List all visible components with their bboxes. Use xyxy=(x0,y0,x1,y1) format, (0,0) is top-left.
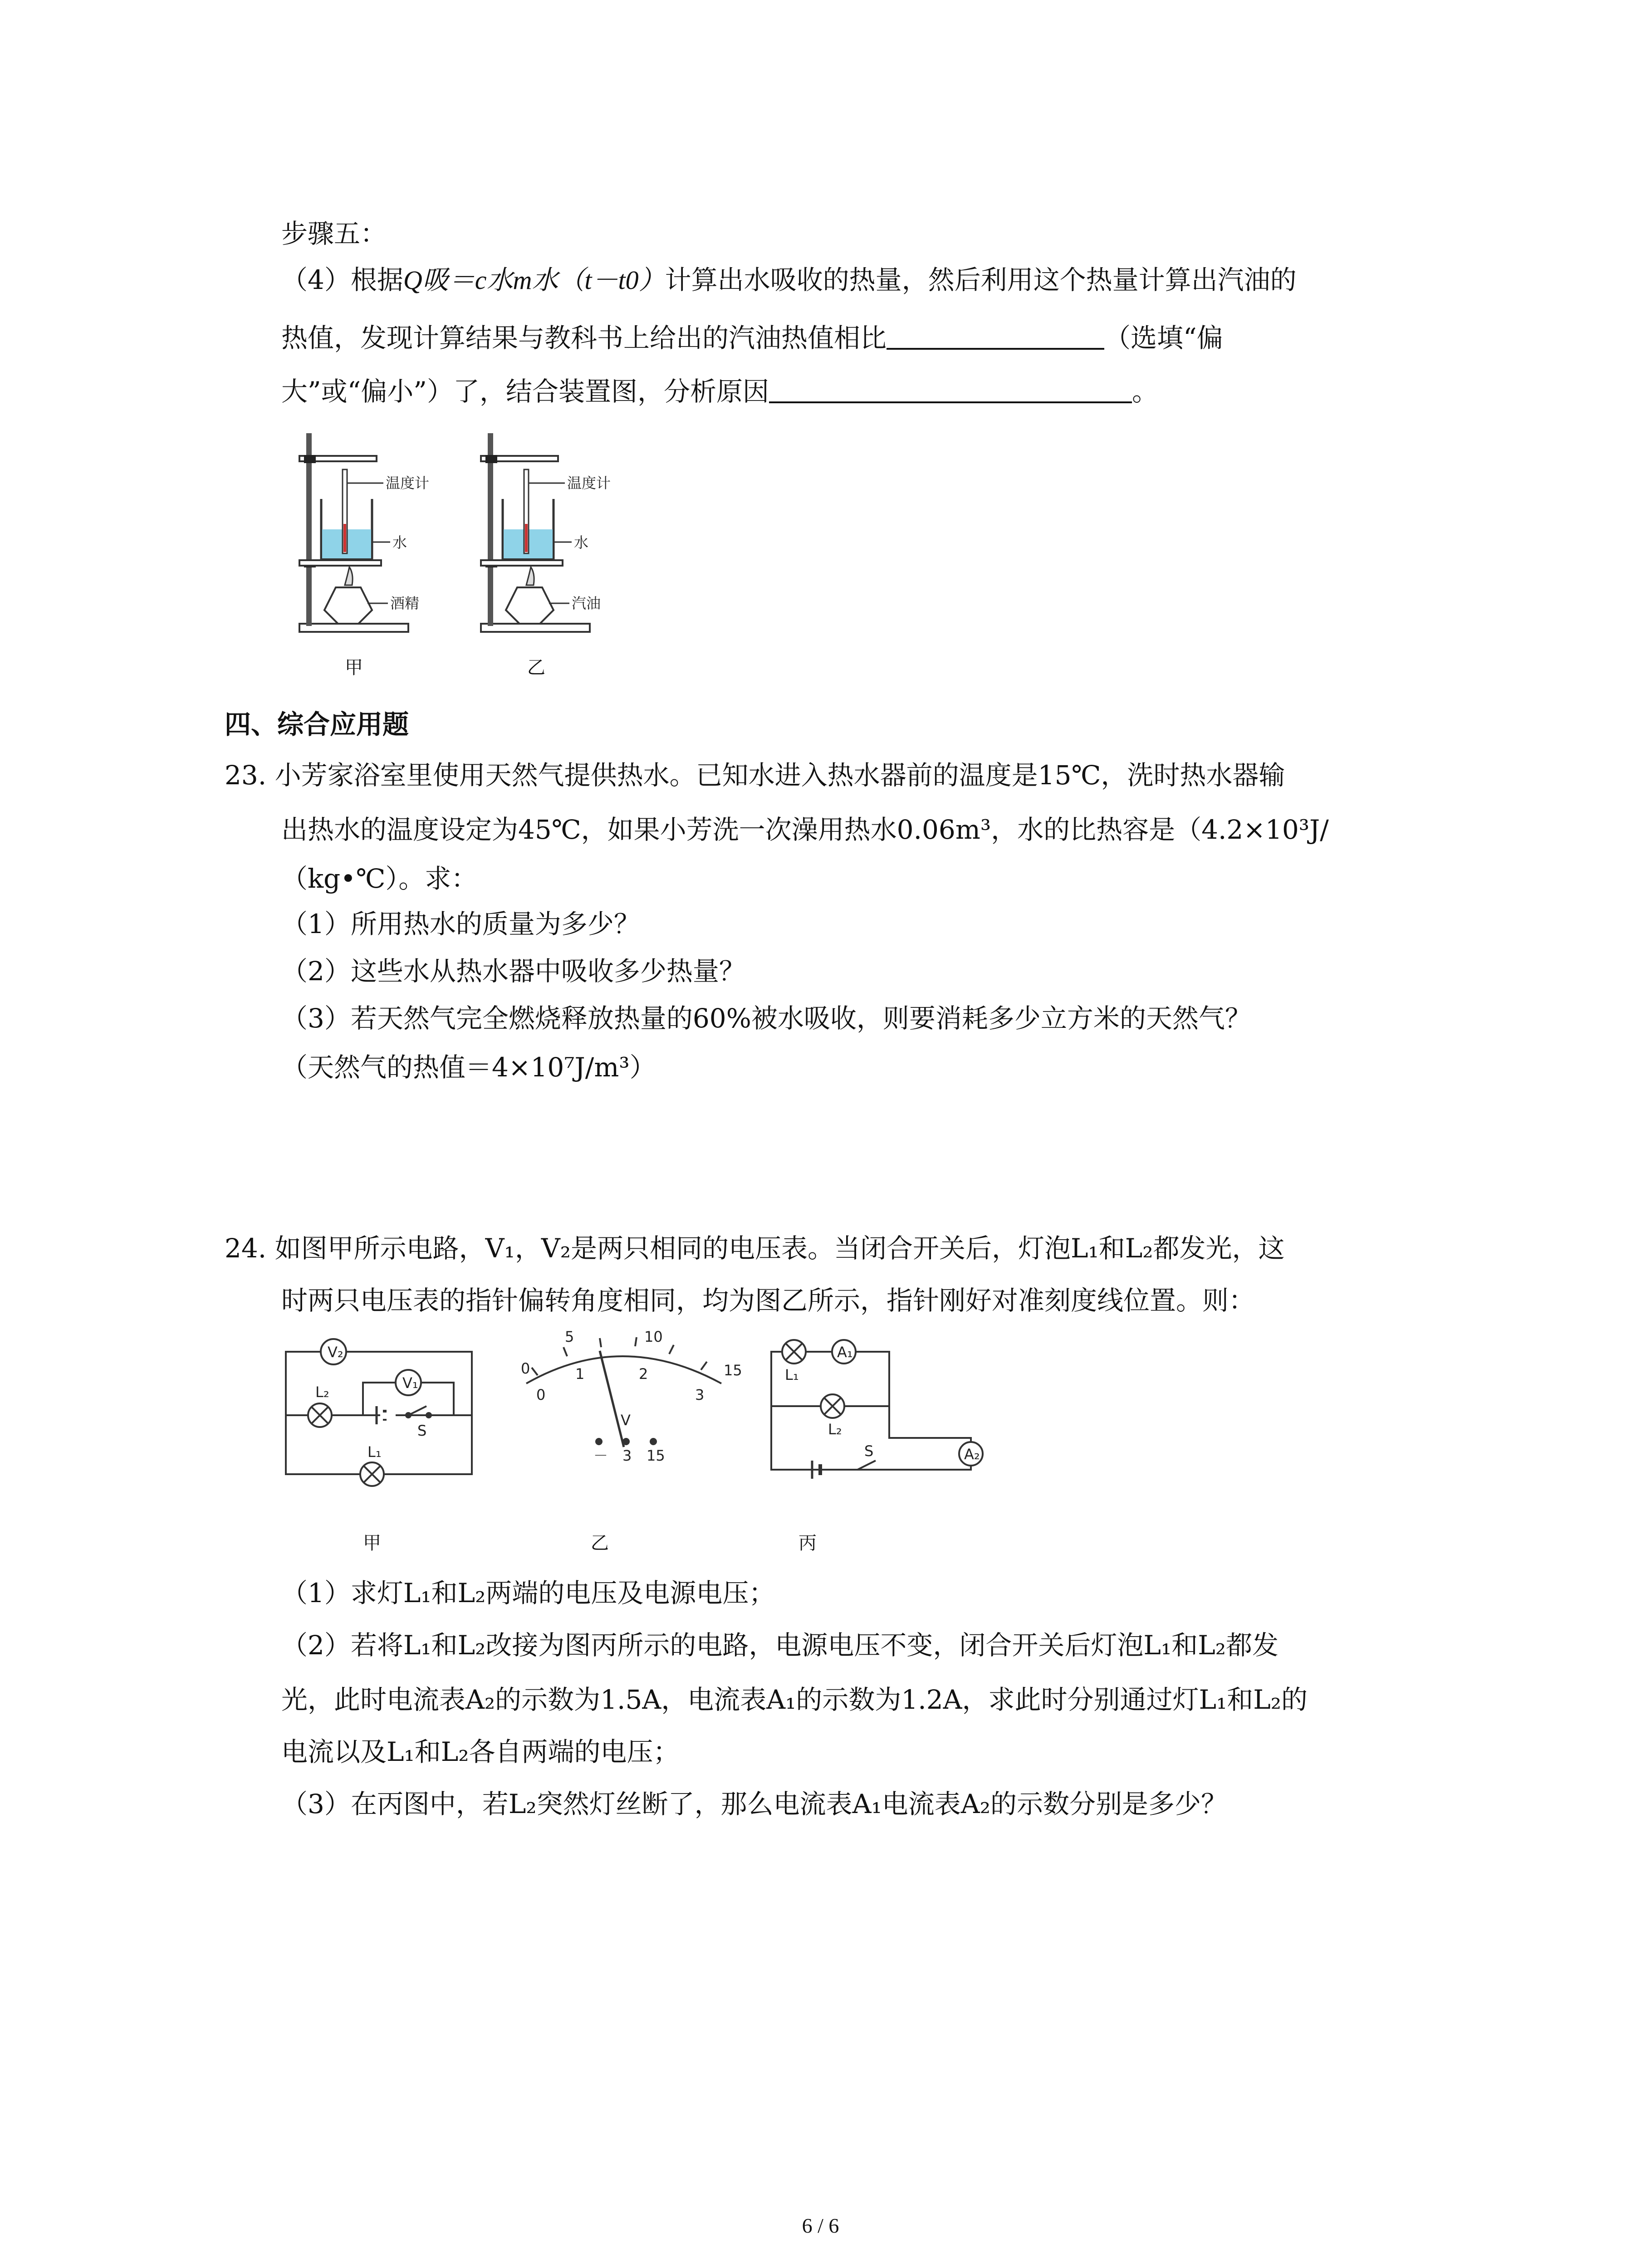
q4-line-3 xyxy=(281,375,1158,408)
apparatus-jia xyxy=(299,433,429,632)
step-five-heading: 步骤五： xyxy=(281,218,387,249)
heating-apparatus-figure xyxy=(281,424,653,651)
caption-yi: 乙 xyxy=(527,657,545,678)
q23-line-3: （kg•℃）。求： xyxy=(281,863,478,894)
q23-sub-2: （2）这些水从热水器中吸收多少热量？ xyxy=(281,956,745,987)
circuit-bing xyxy=(771,1340,983,1479)
label-l1: L₁ xyxy=(785,1366,799,1383)
label-gasoline: 汽油 xyxy=(572,595,601,612)
q24-sub-2a: （2）若将L₁和L₂改接为图丙所示的电路，电源电压不变，闭合开关后灯泡L₁和L₂都发 xyxy=(281,1630,1279,1661)
q24-sub-2b: 光，此时电流表A₂的示数为1.5A，电流表A₁的示数为1.2A，求此时分别通过灯L₁和L₂的 xyxy=(281,1684,1308,1715)
stand-base xyxy=(481,624,590,632)
dial-needle xyxy=(600,1351,624,1447)
q24-sub-2c: 电流以及L₁和L₂各自两端的电压； xyxy=(281,1736,680,1767)
q24-sub-1: （1）求灯L₁和L₂两端的电压及电源电压； xyxy=(281,1578,775,1608)
scale-bottom-1: 1 xyxy=(575,1365,585,1383)
scale-top-5: 5 xyxy=(565,1328,574,1345)
caption-circuit-bing: 丙 xyxy=(798,1533,817,1554)
label-thermometer: 温度计 xyxy=(567,474,611,492)
label-water: 水 xyxy=(392,534,407,551)
label-a2: A₂ xyxy=(964,1446,980,1463)
q4-text-a: 根据 xyxy=(350,264,403,295)
page-number: 6 / 6 xyxy=(802,2214,839,2237)
label-s: S xyxy=(417,1422,427,1439)
q4-line-2 xyxy=(281,321,1223,355)
circuit-bing-main-loop xyxy=(771,1406,971,1470)
stand-base xyxy=(299,624,408,632)
burner xyxy=(506,587,554,624)
q23-sub-3b: （天然气的热值＝4×10⁷J/m³） xyxy=(281,1052,656,1083)
dial-unit: V xyxy=(621,1412,631,1429)
scale-top-10: 10 xyxy=(644,1328,663,1345)
scale-top-15: 15 xyxy=(724,1362,742,1379)
q4-line-2-end: （选填“偏 xyxy=(1104,323,1223,353)
q4-formula: Q吸＝c水m水（t－t0） xyxy=(403,265,665,295)
q23-sub-3: （3）若天然气完全燃烧释放热量的60%被水吸收，则要消耗多少立方米的天然气？ xyxy=(281,1003,1251,1034)
q23-sub-1: （1）所用热水的质量为多少？ xyxy=(281,909,640,939)
label-v1: V₁ xyxy=(402,1374,418,1392)
ring-support xyxy=(299,560,381,566)
voltmeter-dial xyxy=(526,1337,721,1447)
q23-line-1: 23. 小芳家浴室里使用天然气提供热水。已知水进入热水器前的温度是15℃，洗时热水器输 xyxy=(225,760,1285,791)
label-water: 水 xyxy=(574,534,589,551)
terminal-15: 15 xyxy=(647,1447,665,1464)
q4-line-3-text: 大”或“偏小”）了，结合装置图，分析原因 xyxy=(281,376,769,407)
answer-blank-reason[interactable] xyxy=(769,376,1132,403)
caption-circuit-yi: 乙 xyxy=(591,1533,609,1554)
label-a1: A₁ xyxy=(837,1344,853,1361)
flame xyxy=(526,567,534,585)
flame xyxy=(345,567,353,585)
scale-bottom-3: 3 xyxy=(695,1386,705,1403)
scale-bottom-2: 2 xyxy=(639,1365,648,1383)
scale-top-0: 0 xyxy=(521,1360,530,1377)
answer-blank-comparison[interactable] xyxy=(887,323,1104,350)
label-l2: L₂ xyxy=(315,1383,329,1401)
apparatus-yi xyxy=(481,433,611,632)
terminal-minus: － xyxy=(593,1447,608,1464)
q4-text-b: 计算出水吸收的热量，然后利用这个热量计算出汽油的 xyxy=(665,264,1297,295)
section-title: 四、综合应用题 xyxy=(225,709,409,740)
caption-jia: 甲 xyxy=(345,657,363,678)
q24-sub-3: （3）在丙图中，若L₂突然灯丝断了，那么电流表A₁电流表A₂的示数分别是多少？ xyxy=(281,1789,1227,1819)
label-alcohol: 酒精 xyxy=(390,595,420,612)
q24-line-2: 时两只电压表的指针偏转角度相同，均为图乙所示，指针刚好对准刻度线位置。则： xyxy=(281,1285,1255,1316)
scale-bottom-0: 0 xyxy=(536,1386,546,1403)
label-l2: L₂ xyxy=(828,1421,842,1438)
dial-arc xyxy=(526,1356,721,1383)
ring-support xyxy=(481,560,563,566)
circuit-jia xyxy=(286,1339,472,1486)
caption-circuit-jia: 甲 xyxy=(363,1533,381,1554)
label-s: S xyxy=(864,1442,874,1460)
terminal-3: 3 xyxy=(622,1447,632,1464)
q4-line-1 xyxy=(281,263,1297,297)
q23-line-2: 出热水的温度设定为45℃，如果小芳洗一次澡用热水0.06m³，水的比热容是（4.2×10³J/ xyxy=(281,814,1329,845)
label-l1: L₁ xyxy=(367,1443,382,1461)
burner xyxy=(324,587,372,624)
label-thermometer: 温度计 xyxy=(386,474,430,492)
q24-line-1: 24. 如图甲所示电路，V₁，V₂是两只相同的电压表。当闭合开关后，灯泡L₁和L₂都发光，这 xyxy=(225,1233,1285,1264)
switch xyxy=(857,1461,876,1470)
q4-line-2-text: 热值，发现计算结果与教科书上给出的汽油热值相比 xyxy=(281,323,887,353)
label-v2: V₂ xyxy=(328,1344,343,1361)
q4-number: （4） xyxy=(281,264,351,295)
circuit-figures xyxy=(272,1325,1053,1524)
q4-line-3-end: 。 xyxy=(1132,376,1158,407)
